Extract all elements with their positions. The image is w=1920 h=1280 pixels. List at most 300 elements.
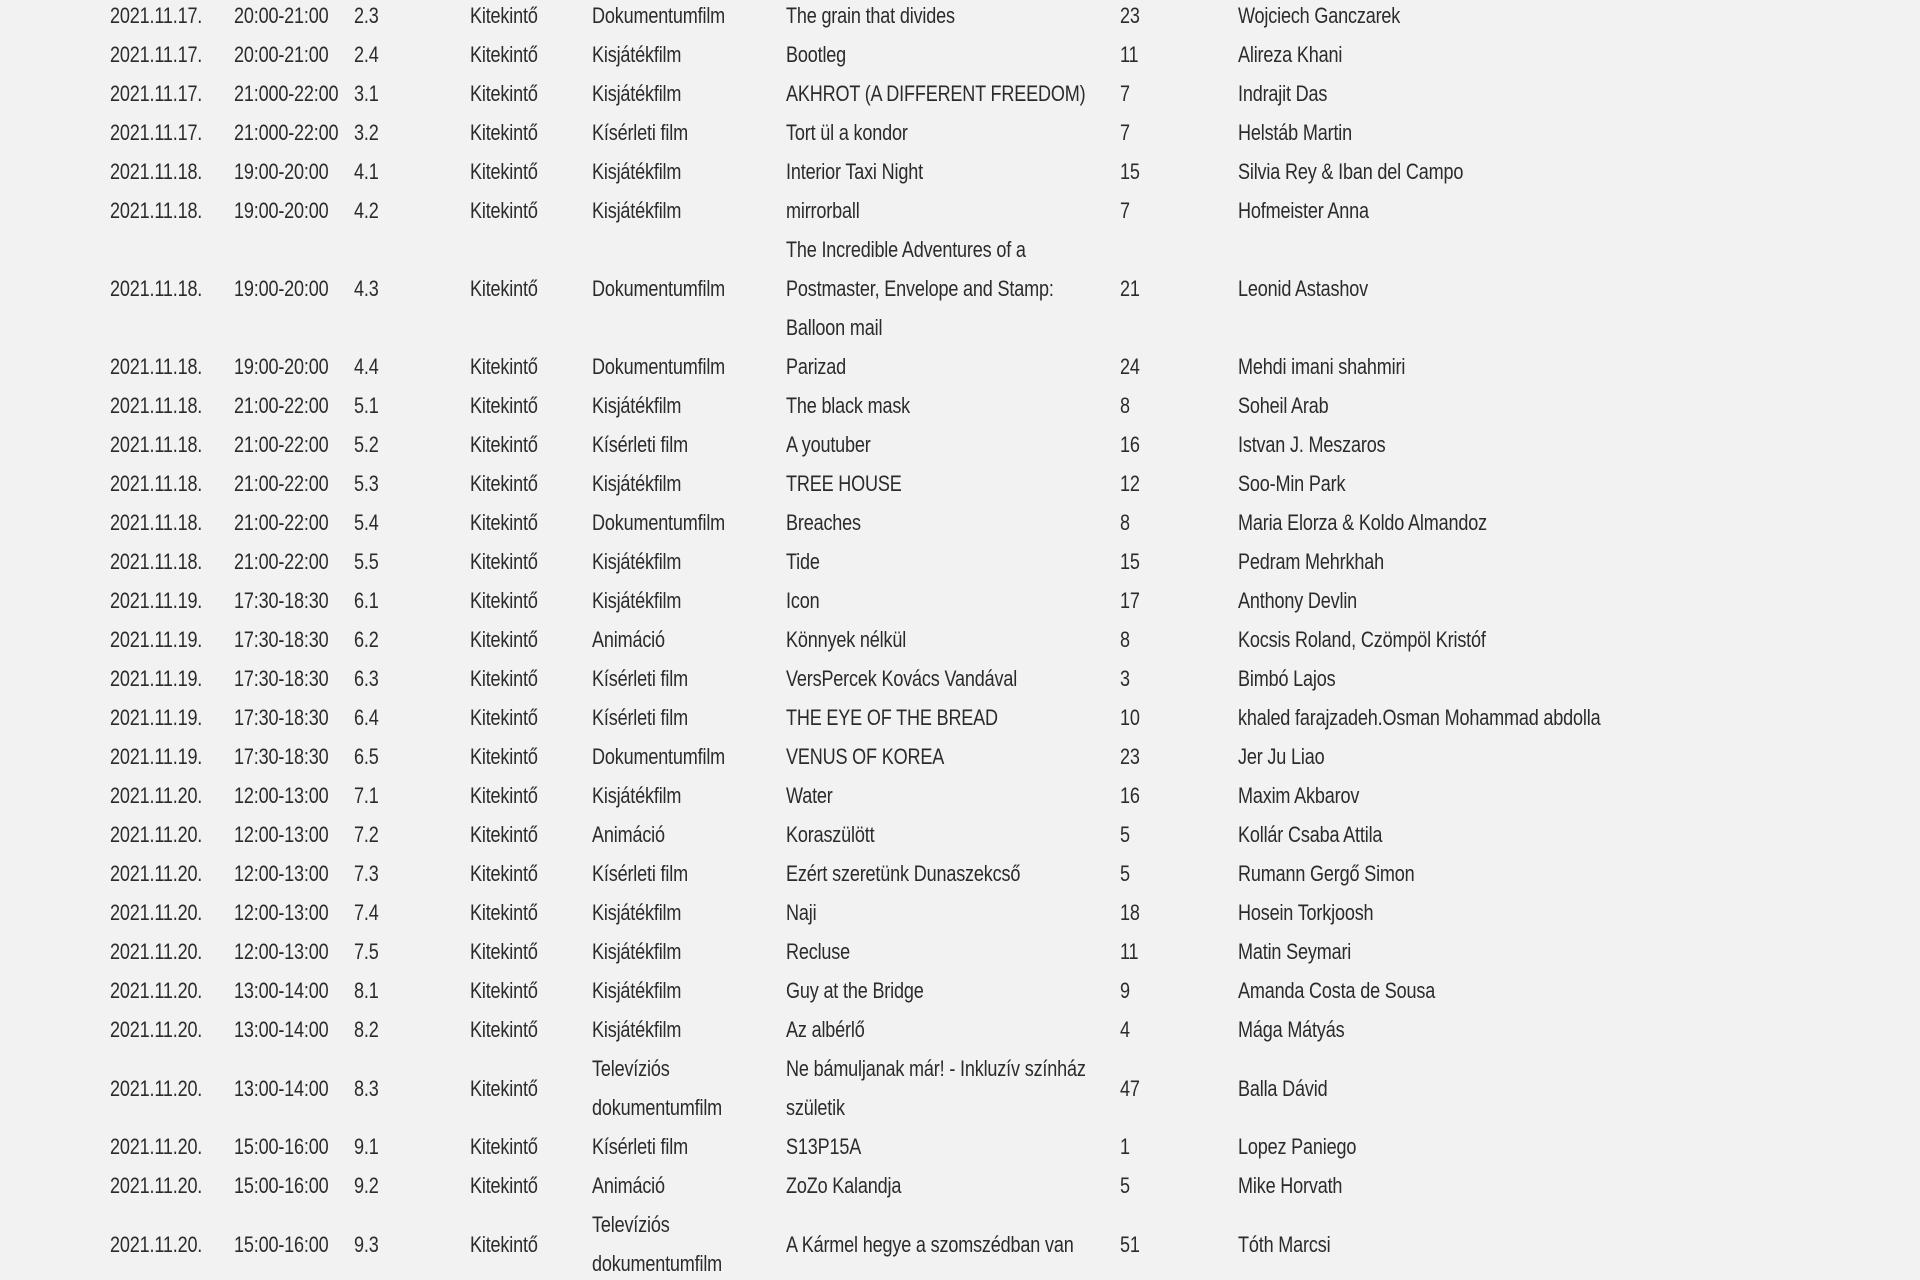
cell-title [780,503,1114,542]
cell-time [228,464,348,503]
cell-title [780,1127,1114,1166]
cell-date-text: 2021.11.20. [110,1134,203,1159]
cell-length [1114,464,1232,503]
cell-code [348,893,464,932]
cell-genre [586,815,780,854]
cell-director-text: Tóth Marcsi [1238,1231,1331,1257]
cell-title-text: Naji [786,900,817,925]
cell-time [228,737,348,776]
cell-director-text: Bimbó Lajos [1238,666,1336,691]
cell-director-text: Silvia Rey & Iban del Campo [1238,159,1464,184]
cell-section-text: Kitekintő [470,549,539,574]
cell-time [228,386,348,425]
cell-title [780,737,1114,776]
cell-director [1232,0,1712,35]
cell-director-text: Pedram Mehrkhah [1238,549,1385,574]
cell-date [104,1205,228,1280]
cell-length-text: 5 [1120,861,1131,886]
cell-title-text: The grain that divides [786,3,956,28]
cell-code [348,1205,464,1280]
cell-date [104,74,228,113]
cell-title-text: Recluse [786,939,851,964]
cell-director-text: Indrajit Das [1238,81,1328,106]
cell-genre [586,971,780,1010]
schedule-table [104,0,1712,1280]
cell-genre-text: Dokumentumfilm [592,744,726,769]
cell-section-text: Kitekintő [470,588,539,613]
cell-genre-text: Dokumentumfilm [592,510,726,535]
cell-genre-text: Kisjátékfilm [592,159,682,184]
cell-time-text: 13:00-14:00 [234,1017,329,1042]
cell-length [1114,893,1232,932]
cell-director [1232,230,1712,347]
cell-date-text: 2021.11.20. [110,1173,203,1198]
cell-genre-text: Kisjátékfilm [592,900,682,925]
cell-section-text: Kitekintő [470,276,539,301]
cell-section [464,581,586,620]
cell-section [464,542,586,581]
cell-title [780,191,1114,230]
cell-length-text: 15 [1120,549,1141,574]
cell-code [348,620,464,659]
cell-time-text: 15:00-16:00 [234,1231,329,1257]
cell-code [348,932,464,971]
cell-code [348,347,464,386]
cell-genre-text: Kísérleti film [592,432,689,457]
cell-length-text: 10 [1120,705,1141,730]
cell-date [104,620,228,659]
cell-date [104,386,228,425]
cell-time-text: 12:00-13:00 [234,822,329,847]
cell-length [1114,776,1232,815]
cell-section [464,347,586,386]
cell-date-text: 2021.11.18. [110,159,203,184]
cell-length [1114,659,1232,698]
cell-time [228,1049,348,1127]
cell-time [228,191,348,230]
cell-time-text: 17:30-18:30 [234,588,329,613]
cell-code-text: 7.5 [354,939,379,964]
table-row [104,971,1712,1010]
cell-director-text: Hofmeister Anna [1238,198,1370,223]
cell-director [1232,74,1712,113]
cell-section [464,1127,586,1166]
cell-director-text: Maria Elorza & Koldo Almandoz [1238,510,1488,535]
cell-title [780,815,1114,854]
cell-time [228,854,348,893]
cell-date [104,971,228,1010]
cell-length-text: 21 [1120,276,1141,301]
cell-time [228,659,348,698]
cell-section [464,386,586,425]
cell-title-text: Tide [786,549,821,574]
cell-section-text: Kitekintő [470,159,539,184]
cell-code [348,503,464,542]
cell-length [1114,620,1232,659]
cell-length-text: 3 [1120,666,1131,691]
cell-section [464,1049,586,1127]
cell-length-text: 8 [1120,393,1131,418]
table-row [104,113,1712,152]
cell-date-text: 2021.11.19. [110,744,203,769]
cell-director-text: Alireza Khani [1238,42,1343,67]
cell-time-text: 21:00-22:00 [234,549,329,574]
cell-code-text: 3.1 [354,81,379,106]
cell-title-text: Ezért szeretünk Dunaszekcső [786,861,1021,886]
cell-date [104,932,228,971]
cell-date [104,152,228,191]
cell-title [780,659,1114,698]
cell-time-text: 21:000-22:00 [234,120,339,145]
cell-time-text: 19:00-20:00 [234,276,329,301]
cell-director-text: Hosein Torkjoosh [1238,900,1374,925]
cell-genre-text: Kisjátékfilm [592,42,682,67]
table-row [104,503,1712,542]
cell-title-text: Water [786,783,834,808]
cell-code [348,776,464,815]
cell-title-text: VersPercek Kovács Vandával [786,666,1018,691]
cell-time [228,893,348,932]
cell-date [104,1166,228,1205]
cell-code [348,191,464,230]
cell-date [104,1127,228,1166]
cell-time-text: 15:00-16:00 [234,1173,329,1198]
cell-genre [586,1010,780,1049]
cell-code [348,35,464,74]
cell-director-text: Wojciech Ganczarek [1238,3,1401,28]
cell-time [228,1127,348,1166]
cell-length [1114,854,1232,893]
cell-date [104,542,228,581]
cell-section-text: Kitekintő [470,744,539,769]
cell-date-text: 2021.11.18. [110,549,203,574]
cell-section [464,425,586,464]
cell-date-text: 2021.11.19. [110,627,203,652]
cell-code [348,659,464,698]
table-row [104,1166,1712,1205]
cell-genre-text: Animáció [592,627,666,652]
cell-director-text: Kollár Csaba Attila [1238,822,1383,847]
cell-director [1232,425,1712,464]
cell-date-text: 2021.11.18. [110,471,203,496]
cell-time [228,971,348,1010]
table-row [104,386,1712,425]
cell-code [348,737,464,776]
cell-title-text: Bootleg [786,42,847,67]
cell-time-text: 12:00-13:00 [234,783,329,808]
cell-time-text: 13:00-14:00 [234,978,329,1003]
cell-time [228,347,348,386]
cell-section-text: Kitekintő [470,978,539,1003]
cell-title [780,1166,1114,1205]
cell-title [780,698,1114,737]
cell-director [1232,1127,1712,1166]
cell-director [1232,581,1712,620]
cell-director [1232,932,1712,971]
cell-date-text: 2021.11.20. [110,939,203,964]
cell-code [348,581,464,620]
cell-section [464,113,586,152]
cell-section [464,35,586,74]
cell-code [348,854,464,893]
table-row [104,152,1712,191]
cell-title [780,581,1114,620]
cell-code-text: 7.2 [354,822,379,847]
cell-length [1114,425,1232,464]
cell-time [228,35,348,74]
cell-length [1114,347,1232,386]
cell-title [780,386,1114,425]
cell-title [780,893,1114,932]
cell-date [104,737,228,776]
cell-director [1232,854,1712,893]
cell-genre-text: Kisjátékfilm [592,939,682,964]
cell-date-text: 2021.11.17. [110,42,203,67]
cell-section [464,776,586,815]
cell-genre [586,1205,780,1280]
cell-code-text: 4.3 [354,276,379,301]
cell-director-text: Kocsis Roland, Czömpöl Kristóf [1238,627,1487,652]
cell-length [1114,1010,1232,1049]
cell-title-text: S13P15A [786,1134,862,1159]
cell-length-text: 7 [1120,120,1131,145]
cell-section [464,854,586,893]
cell-title [780,230,1114,347]
cell-date [104,503,228,542]
cell-genre [586,581,780,620]
cell-length [1114,971,1232,1010]
cell-genre [586,893,780,932]
table-row [104,620,1712,659]
cell-title [780,854,1114,893]
cell-code-text: 7.4 [354,900,379,925]
cell-director-text: Jer Ju Liao [1238,744,1325,769]
cell-genre [586,464,780,503]
cell-date-text: 2021.11.18. [110,432,203,457]
cell-time-text: 20:00-21:00 [234,3,329,28]
cell-time [228,581,348,620]
schedule-body [104,0,1712,1280]
cell-length-text: 17 [1120,588,1141,613]
cell-length-text: 18 [1120,900,1141,925]
cell-length [1114,74,1232,113]
cell-title [780,1010,1114,1049]
cell-code [348,698,464,737]
cell-director [1232,737,1712,776]
cell-genre [586,737,780,776]
cell-date [104,893,228,932]
cell-section [464,464,586,503]
cell-director-text: Balla Dávid [1238,1075,1328,1101]
cell-title-text: Parizad [786,354,847,379]
cell-length [1114,1049,1232,1127]
cell-genre-text: Kisjátékfilm [592,471,682,496]
cell-section-text: Kitekintő [470,471,539,496]
cell-director-text: Soheil Arab [1238,393,1329,418]
table-row [104,347,1712,386]
cell-length [1114,737,1232,776]
cell-date-text: 2021.11.20. [110,861,203,886]
cell-date [104,776,228,815]
cell-code [348,230,464,347]
cell-length [1114,542,1232,581]
cell-date [104,191,228,230]
cell-length [1114,35,1232,74]
cell-length-text: 7 [1120,198,1131,223]
cell-code-text: 4.4 [354,354,379,379]
cell-section [464,971,586,1010]
table-row [104,1205,1712,1280]
cell-code [348,0,464,35]
cell-genre-text: Kísérleti film [592,705,689,730]
cell-code [348,815,464,854]
cell-code [348,1049,464,1127]
table-row [104,1049,1712,1127]
cell-genre-text: Kisjátékfilm [592,1017,682,1042]
cell-genre [586,386,780,425]
cell-length-text: 5 [1120,1173,1131,1198]
cell-code-text: 6.2 [354,627,379,652]
cell-section-text: Kitekintő [470,1173,539,1198]
cell-section [464,152,586,191]
cell-time-text: 12:00-13:00 [234,900,329,925]
cell-length-text: 4 [1120,1017,1131,1042]
cell-section-text: Kitekintő [470,666,539,691]
cell-director [1232,35,1712,74]
cell-genre [586,1166,780,1205]
cell-date-text: 2021.11.20. [110,1231,203,1257]
cell-date-text: 2021.11.18. [110,510,203,535]
cell-title-text: Breaches [786,510,862,535]
cell-director-text: Soo-Min Park [1238,471,1346,496]
cell-time-text: 12:00-13:00 [234,861,329,886]
cell-length [1114,1166,1232,1205]
cell-time [228,425,348,464]
cell-director-text: Rumann Gergő Simon [1238,861,1415,886]
cell-time-text: 21:00-22:00 [234,432,329,457]
cell-time [228,74,348,113]
cell-title-text: Koraszülött [786,822,875,847]
cell-title [780,113,1114,152]
cell-date-text: 2021.11.17. [110,3,203,28]
cell-code-text: 4.1 [354,159,379,184]
cell-section [464,815,586,854]
cell-code-text: 8.2 [354,1017,379,1042]
cell-genre [586,1049,780,1127]
cell-genre [586,1127,780,1166]
cell-time-text: 19:00-20:00 [234,198,329,223]
cell-code-text: 4.2 [354,198,379,223]
cell-genre [586,620,780,659]
cell-time [228,1010,348,1049]
cell-title-text: Guy at the Bridge [786,978,924,1003]
cell-director-text: Helstáb Martin [1238,120,1353,145]
cell-section-text: Kitekintő [470,705,539,730]
cell-code [348,386,464,425]
cell-length-text: 51 [1120,1231,1141,1257]
cell-section-text: Kitekintő [470,354,539,379]
cell-genre-text: Dokumentumfilm [592,3,726,28]
cell-code [348,464,464,503]
table-row [104,737,1712,776]
cell-time [228,230,348,347]
cell-date [104,464,228,503]
cell-length-text: 15 [1120,159,1141,184]
cell-length [1114,698,1232,737]
cell-length-text: 24 [1120,354,1141,379]
cell-genre [586,191,780,230]
cell-title-text: The black mask [786,393,911,418]
cell-director-text: Leonid Astashov [1238,276,1369,301]
cell-date [104,425,228,464]
table-row [104,854,1712,893]
cell-genre [586,659,780,698]
cell-code-text: 9.2 [354,1173,379,1198]
cell-title [780,542,1114,581]
cell-section-text: Kitekintő [470,510,539,535]
cell-date-text: 2021.11.17. [110,81,203,106]
cell-genre-text: Kísérleti film [592,666,689,691]
cell-section-text: Kitekintő [470,3,539,28]
cell-length-text: 23 [1120,3,1141,28]
cell-genre [586,503,780,542]
cell-title [780,1049,1114,1127]
cell-section-text: Kitekintő [470,393,539,418]
cell-section [464,1010,586,1049]
cell-length-text: 23 [1120,744,1141,769]
cell-time [228,503,348,542]
cell-time-text: 21:000-22:00 [234,81,339,106]
cell-director-text: Lopez Paniego [1238,1134,1357,1159]
cell-date-text: 2021.11.18. [110,198,203,223]
cell-time [228,113,348,152]
cell-genre-text: Kisjátékfilm [592,81,682,106]
cell-director [1232,698,1712,737]
cell-director-text: Maxim Akbarov [1238,783,1360,808]
cell-time [228,620,348,659]
table-row [104,464,1712,503]
cell-length-text: 16 [1120,783,1141,808]
cell-length-text: 8 [1120,510,1131,535]
cell-code-text: 8.3 [354,1075,379,1101]
cell-time-text: 20:00-21:00 [234,42,329,67]
table-row [104,542,1712,581]
cell-section-text: Kitekintő [470,198,539,223]
cell-time [228,932,348,971]
cell-length [1114,152,1232,191]
cell-director-text: Mike Horvath [1238,1173,1343,1198]
cell-director [1232,659,1712,698]
cell-code-text: 7.3 [354,861,379,886]
cell-director [1232,386,1712,425]
cell-code [348,425,464,464]
cell-date-text: 2021.11.20. [110,822,203,847]
cell-length-text: 8 [1120,627,1131,652]
cell-code-text: 5.1 [354,393,379,418]
cell-code [348,74,464,113]
cell-date-text: 2021.11.18. [110,393,203,418]
cell-section-text: Kitekintő [470,861,539,886]
cell-time-text: 19:00-20:00 [234,354,329,379]
cell-director [1232,1166,1712,1205]
cell-length-text: 9 [1120,978,1131,1003]
cell-genre [586,152,780,191]
cell-length [1114,191,1232,230]
cell-title-text: A youtuber [786,432,872,457]
cell-title-text: The Incredible Adventures of a Postmaster, Envelope and Stamp: Balloon mail [786,237,1055,340]
cell-genre-text: Kisjátékfilm [592,783,682,808]
table-row [104,191,1712,230]
